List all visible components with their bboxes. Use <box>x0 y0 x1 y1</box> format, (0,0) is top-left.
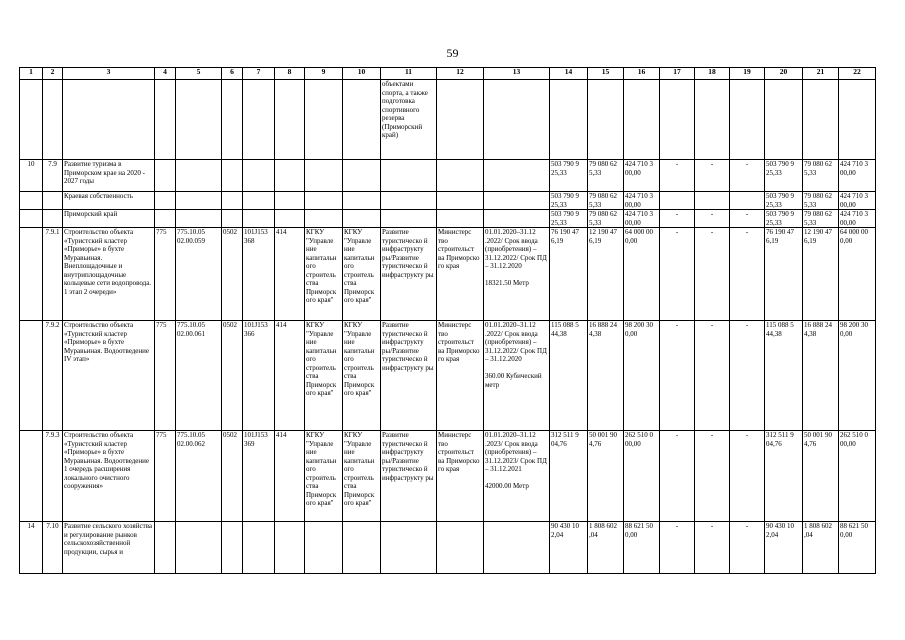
cell-title: Строительство объекта «Туристский кластер «Приморье» в бухте Муравьиная. Внеплощадочные и внутриплощадочные кольцевые сети водопровода. 1 этап 2 очереди» <box>63 228 155 321</box>
cell-value: 79 080 62 5,33 <box>803 160 839 192</box>
cell-section: 0502 <box>222 321 243 431</box>
cell-ministry: Министерс тво строительст ва Приморско го края <box>437 321 484 431</box>
cell-value: 424 710 3 00,00 <box>839 192 876 210</box>
cell-dash: - <box>660 321 695 431</box>
cell-dates: 01.01.2020–31.12 .2022/ Срок ввода (приобретения) – 31.12.2022/ Срок ПД – 31.12.2020 18321.50 Метр <box>484 228 550 321</box>
cell-dash: - <box>695 321 730 431</box>
cell-value: 503 790 9 25,33 <box>765 192 803 210</box>
cell-value: 503 790 9 25,33 <box>550 210 588 228</box>
cell-task: Развитие туристическо й инфраструкту ры/Развитие туристическо й инфраструкту ры <box>381 431 437 522</box>
program-table <box>19 67 876 574</box>
cell-dash: - <box>660 522 695 574</box>
cell-value: 503 790 9 25,33 <box>550 192 588 210</box>
cell-value: 424 710 3 00,00 <box>624 160 660 192</box>
cell-value: 90 430 10 2,04 <box>765 522 803 574</box>
cell-section: 0502 <box>222 228 243 321</box>
cell-csr: 101J153 366 <box>243 321 275 431</box>
cell-value: 50 001 90 4,76 <box>588 431 624 522</box>
header-cell: 10 <box>343 68 381 80</box>
cell-ministry: Министерс тво строительст ва Приморско го края <box>437 431 484 522</box>
header-cell: 12 <box>437 68 484 80</box>
header-cell: 4 <box>155 68 176 80</box>
header-cell: 16 <box>624 68 660 80</box>
cell-dash: - <box>660 228 695 321</box>
cell-ministry: Министерс тво строительст ва Приморско го края <box>437 228 484 321</box>
cell-value: 12 190 47 6,19 <box>588 228 624 321</box>
cell-dates: 01.01.2020–31.12 .2022/ Срок ввода (приобретения) – 31.12.2022/ Срок ПД – 31.12.2020 360.00 Кубический метр <box>484 321 550 431</box>
header-cell: 3 <box>63 68 155 80</box>
cell-value: 79 080 62 5,33 <box>803 192 839 210</box>
cell-value: 1 808 602 ,04 <box>803 522 839 574</box>
cell-value: 312 511 9 04,76 <box>765 431 803 522</box>
header-row <box>20 68 876 80</box>
cell-dash: - <box>695 160 730 192</box>
cell-value: 88 621 50 0,00 <box>624 522 660 574</box>
cell-dash: - <box>695 522 730 574</box>
cell-grbs: 775 <box>155 228 176 321</box>
cell-code5: 775.10.05 02.00.061 <box>176 321 222 431</box>
cell-title: Строительство объекта «Туристский кластер «Приморье» в бухте Муравьиная. Водоотведение 1 очередь расширения локального очистного сооружения» <box>63 431 155 522</box>
cell-vr: 414 <box>275 321 305 431</box>
cell-code5: 775.10.05 02.00.062 <box>176 431 222 522</box>
cell-dash: - <box>660 160 695 192</box>
header-cell: 1 <box>20 68 43 80</box>
cell-csr: 101J153 369 <box>243 431 275 522</box>
cell-title: Краевая собственность <box>63 192 155 210</box>
page-number: 59 <box>446 46 459 60</box>
cell-title: Развитие сельского хозяйства и регулирование рынков сельскохозяйственной продукции, сырья и <box>63 522 155 574</box>
cell-value: 90 430 10 2,04 <box>550 522 588 574</box>
cell-value: 79 080 62 5,33 <box>803 210 839 228</box>
cell-vr: 414 <box>275 228 305 321</box>
cell-value: 312 511 9 04,76 <box>550 431 588 522</box>
cell-value: 76 190 47 6,19 <box>550 228 588 321</box>
cell-value: 88 621 50 0,00 <box>839 522 876 574</box>
cell-section: 0502 <box>222 431 243 522</box>
cell-dash: - <box>660 431 695 522</box>
cell-code: 7.9.3 <box>43 431 63 522</box>
cell-value: 424 710 3 00,00 <box>839 210 876 228</box>
cell-dates: 01.01.2020–31.12 .2023/ Срок ввода (приобретения) – 31.12.2023/ Срок ПД – 31.12.2021 42000.00 Метр <box>484 431 550 522</box>
cell-dash: - <box>695 228 730 321</box>
cell-code: 7.9 <box>43 160 63 192</box>
table-row <box>20 431 876 522</box>
table-row <box>20 321 876 431</box>
cell-value: 424 710 3 00,00 <box>839 160 876 192</box>
cell-dash: - <box>730 522 765 574</box>
cell-task: объектами спорта, а также подготовка спортивного резерва (Приморский край) <box>381 80 437 160</box>
cell-title: Приморский край <box>63 210 155 228</box>
header-cell: 21 <box>803 68 839 80</box>
cell-value: 12 190 47 6,19 <box>803 228 839 321</box>
cell-org: КГКУ "Управле ние капитальн ого строитель ства Приморск ого края" <box>343 321 381 431</box>
cell-value: 262 510 0 00,00 <box>624 431 660 522</box>
cell-value: 503 790 9 25,33 <box>765 160 803 192</box>
cell-value: 98 200 30 0,00 <box>839 321 876 431</box>
cell-org: КГКУ "Управле ние капитальн ого строитель ства Приморск ого края" <box>305 228 343 321</box>
table-row <box>20 210 876 228</box>
cell-dash: - <box>730 321 765 431</box>
header-cell: 17 <box>660 68 695 80</box>
cell-value: 76 190 47 6,19 <box>765 228 803 321</box>
cell-value: 1 808 602 ,04 <box>588 522 624 574</box>
cell-dash: - <box>660 210 695 228</box>
header-cell: 19 <box>730 68 765 80</box>
cell-dash: - <box>695 210 730 228</box>
cell-value: 424 710 3 00,00 <box>624 210 660 228</box>
header-cell: 13 <box>484 68 550 80</box>
table-row <box>20 160 876 192</box>
cell-dash: - <box>730 431 765 522</box>
cell-value: 50 001 90 4,76 <box>803 431 839 522</box>
cell-num: 14 <box>20 522 43 574</box>
cell-value: 79 080 62 5,33 <box>588 160 624 192</box>
header-cell: 9 <box>305 68 343 80</box>
cell-dash: - <box>730 228 765 321</box>
cell-vr: 414 <box>275 431 305 522</box>
cell-code: 7.9.2 <box>43 321 63 431</box>
cell-org: КГКУ "Управле ние капитальн ого строитель ства Приморск ого края" <box>305 431 343 522</box>
header-cell: 15 <box>588 68 624 80</box>
header-cell: 22 <box>839 68 876 80</box>
header-cell: 20 <box>765 68 803 80</box>
cell-value: 503 790 9 25,33 <box>550 160 588 192</box>
header-cell: 2 <box>43 68 63 80</box>
cell-org: КГКУ "Управле ние капитальн ого строитель ства Приморск ого края" <box>343 431 381 522</box>
cell-value: 16 888 24 4,38 <box>803 321 839 431</box>
cell-dash: - <box>730 210 765 228</box>
header-cell: 5 <box>176 68 222 80</box>
header-cell: 8 <box>275 68 305 80</box>
table-row <box>20 192 876 210</box>
cell-code: 7.9.1 <box>43 228 63 321</box>
header-cell: 6 <box>222 68 243 80</box>
cell-value: 115 088 5 44,38 <box>550 321 588 431</box>
cell-csr: 101J153 368 <box>243 228 275 321</box>
cell-org: КГКУ "Управле ние капитальн ого строитель ства Приморск ого края" <box>343 228 381 321</box>
cell-title: Строительство объекта «Туристский кластер «Приморье» в бухте Муравьиная. Водоотведение IV этап» <box>63 321 155 431</box>
table-row <box>20 80 876 160</box>
cell-value: 98 200 30 0,00 <box>624 321 660 431</box>
cell-grbs: 775 <box>155 431 176 522</box>
cell-grbs: 775 <box>155 321 176 431</box>
cell-dash: - <box>695 431 730 522</box>
cell-value: 79 080 62 5,33 <box>588 192 624 210</box>
cell-value: 115 088 5 44,38 <box>765 321 803 431</box>
cell-value: 79 080 62 5,33 <box>588 210 624 228</box>
header-cell: 11 <box>381 68 437 80</box>
cell-value: 262 510 0 00,00 <box>839 431 876 522</box>
cell-value: 16 888 24 4,38 <box>588 321 624 431</box>
cell-org: КГКУ "Управле ние капитальн ого строитель ства Приморск ого края" <box>305 321 343 431</box>
cell-value: 64 000 00 0,00 <box>624 228 660 321</box>
cell-value: 503 790 9 25,33 <box>765 210 803 228</box>
cell-num: 10 <box>20 160 43 192</box>
cell-task: Развитие туристическо й инфраструкту ры/Развитие туристическо й инфраструкту ры <box>381 321 437 431</box>
cell-value: 64 000 00 0,00 <box>839 228 876 321</box>
header-cell: 18 <box>695 68 730 80</box>
cell-value: 424 710 3 00,00 <box>624 192 660 210</box>
cell-dash: - <box>730 160 765 192</box>
table-row <box>20 228 876 321</box>
cell-code5: 775.10.05 02.00.059 <box>176 228 222 321</box>
cell-code: 7.10 <box>43 522 63 574</box>
header-cell: 14 <box>550 68 588 80</box>
cell-task: Развитие туристическо й инфраструкту ры/Развитие туристическо й инфраструкту ры <box>381 228 437 321</box>
cell-title: Развитие туризма в Приморском крае на 2020 - 2027 годы <box>63 160 155 192</box>
header-cell: 7 <box>243 68 275 80</box>
table-row <box>20 522 876 574</box>
